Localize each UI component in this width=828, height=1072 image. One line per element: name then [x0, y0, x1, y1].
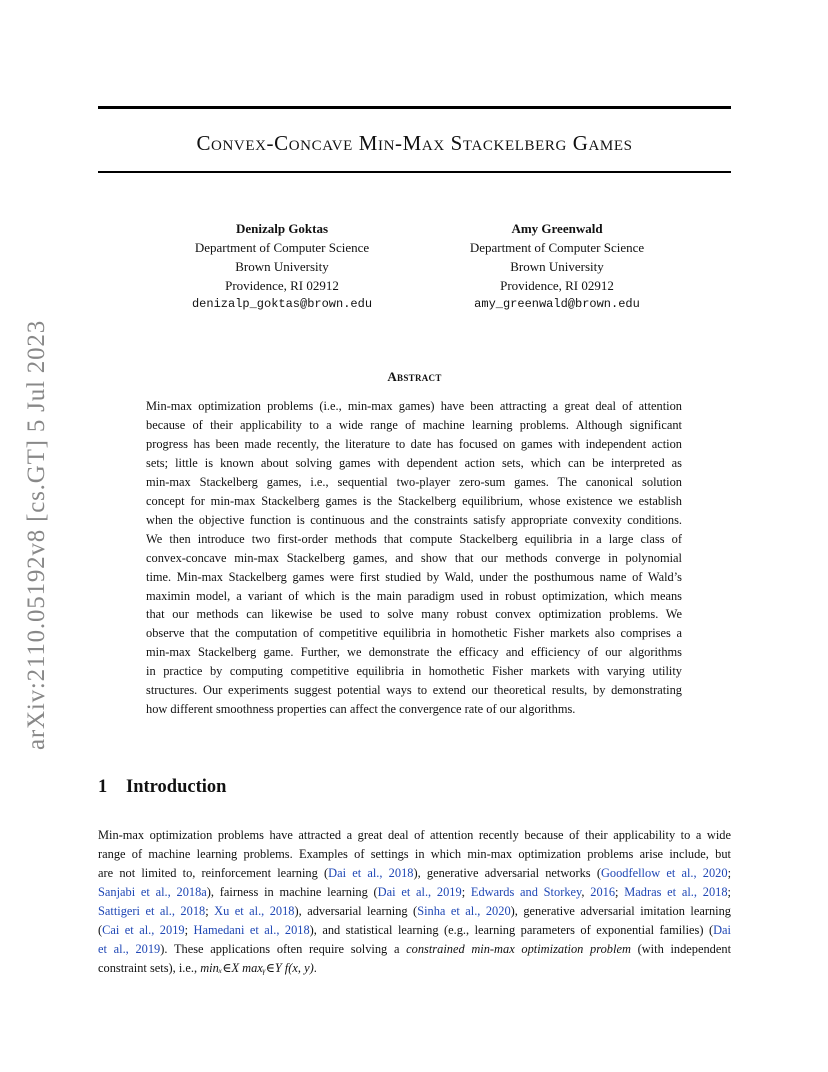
abstract-line: sets; little is known about solving games with dependent action sets, which can be interpreted as: [146, 455, 682, 470]
author-university: Brown University: [510, 259, 604, 274]
author-email[interactable]: amy_greenwald@brown.edu: [474, 297, 640, 311]
text-run: ;: [184, 922, 194, 937]
abstract-line: concept for min-max Stackelberg games is the Stackelberg equilibrium, whose existence we establish: [146, 493, 682, 508]
text-run: .: [313, 960, 317, 975]
author-email[interactable]: denizalp_goktas@brown.edu: [191, 297, 373, 311]
author-block-1: [162, 219, 402, 314]
title-rule-bottom: [98, 171, 731, 173]
citation-link[interactable]: Dai et al., 2018: [328, 865, 414, 880]
abstract-line: because of their applicability to a wide range of machine learning problems. Although significant: [146, 417, 682, 432]
intro-line: [98, 883, 731, 902]
citation-link[interactable]: Sinha et al., 2020: [417, 903, 511, 918]
text-run: ). These applications often require solving a: [160, 941, 407, 956]
author-name: Denizalp Goktas: [235, 221, 329, 236]
text-run: are not limited to, reinforcement learning (: [98, 865, 329, 880]
intro-paragraph: [98, 826, 731, 978]
text-run: ), generative adversarial networks (: [413, 865, 601, 880]
abstract-line: min-max Stackelberg games, i.e., sequential two-player zero-sum games. The canonical solution: [146, 474, 682, 489]
text-run: ;: [205, 903, 215, 918]
text-run: (with independent: [630, 941, 732, 956]
citation-link[interactable]: Dai et al., 2019: [377, 884, 462, 899]
intro-line: [98, 921, 731, 940]
section-title: Introduction: [126, 777, 227, 797]
author-block-2: [437, 219, 677, 314]
citation-link[interactable]: Edwards and Storkey: [470, 884, 582, 899]
text-run: ;: [727, 884, 731, 899]
abstract-line: Min-max optimization problems (i.e., min-max games) have been attracting a great deal of attention: [146, 399, 682, 413]
text-run: ), fairness in machine learning (: [206, 884, 378, 899]
citation-link[interactable]: Sattigeri et al., 2018: [98, 903, 206, 918]
abstract-line: structures. Our experiments suggest potential ways to extend our theoretical results, by demonstrating: [146, 683, 682, 698]
abstract-line: how different smoothness properties can affect the convergence rate of our algorithms.: [146, 702, 576, 717]
intro-line: [98, 940, 731, 959]
abstract-line: that our methods can likewise be used to solve many robust convex optimization problems. We: [146, 607, 682, 622]
abstract-heading: Abstract: [387, 369, 442, 384]
abstract-line: in practice by computing competitive equilibria in homothetic Fisher markets with varying utility: [146, 664, 682, 679]
abstract-body: [146, 397, 682, 719]
text-run: ), and statistical learning (e.g., learning parameters of exponential families) (: [309, 922, 714, 937]
intro-line: Min-max optimization problems have attracted a great deal of attention recently because of their applicability to a wide: [98, 828, 731, 842]
math-expression: minₓ∈X maxᵧ∈Y f(x, y): [200, 960, 314, 975]
abstract-line: We then introduce two first-order methods that compute Stackelberg equilibria in a large class of: [146, 531, 682, 546]
citation-link[interactable]: Xu et al., 2018: [214, 903, 295, 918]
text-run: ,: [581, 884, 591, 899]
author-department: Department of Computer Science: [194, 240, 370, 255]
arxiv-stamp: [22, 305, 52, 765]
citation-link[interactable]: Madras et al., 2018: [624, 884, 728, 899]
title-rule-top: [98, 106, 731, 109]
citation-link[interactable]: et al., 2019: [98, 941, 161, 956]
abstract-line: convex-concave min-max Stackelberg games, and show that our methods converge in polynomial: [146, 550, 682, 565]
citation-link[interactable]: Sanjabi et al., 2018a: [98, 884, 207, 899]
paper-title: Convex-Concave Min-Max Stackelberg Games: [196, 131, 633, 155]
text-run: ;: [461, 884, 471, 899]
author-address: Providence, RI 02912: [500, 278, 614, 293]
abstract-line: observe that the computation of competitive equilibria in homothetic Fisher markets also comprises a: [146, 626, 682, 641]
arxiv-stamp-text: arXiv:2110.05192v8 [cs.GT] 5 Jul 2023: [23, 319, 50, 751]
abstract-line: when the objective function is continuous and the constraints satisfy appropriate convexity conditions.: [146, 512, 682, 527]
citation-link[interactable]: Cai et al., 2019: [102, 922, 185, 937]
citation-link[interactable]: Goodfellow et al., 2020: [600, 865, 728, 880]
intro-line: range of machine learning problems. Examples of settings in which min-max optimization problems arise include, but: [98, 846, 731, 861]
author-address: Providence, RI 02912: [225, 278, 339, 293]
abstract-line: time. Min-max Stackelberg games were first studied by Wald, under the posthumous name of Wald’s: [146, 569, 682, 584]
intro-line: [98, 902, 731, 921]
emphasis-text: constrained min-max optimization problem: [406, 941, 631, 956]
citation-link[interactable]: Dai: [713, 922, 731, 937]
text-run: ;: [727, 865, 732, 880]
author-name: Amy Greenwald: [511, 221, 603, 236]
abstract-line: progress has been made recently, the literature to date has focused on games with independent action: [146, 436, 682, 451]
text-run: ), adversarial learning (: [294, 903, 418, 918]
intro-line: [98, 864, 731, 883]
section-number: 1: [98, 777, 108, 797]
abstract-line: maximin model, a variant of which is the main paradigm used in robust optimization, which means: [146, 588, 682, 603]
text-run: constraint sets), i.e.,: [98, 960, 201, 975]
citation-link[interactable]: 2016: [590, 884, 616, 899]
abstract-line: min-max Stackelberg game. Further, we demonstrate the efficacy and efficiency of our algorithms: [146, 645, 682, 660]
intro-line: [98, 959, 731, 978]
text-run: (: [98, 922, 103, 937]
author-department: Department of Computer Science: [469, 240, 645, 255]
section-heading: [98, 777, 226, 798]
author-university: Brown University: [235, 259, 329, 274]
text-run: ), generative adversarial imitation learning: [510, 903, 731, 918]
citation-link[interactable]: Hamedani et al., 2018: [193, 922, 310, 937]
text-run: ;: [615, 884, 625, 899]
